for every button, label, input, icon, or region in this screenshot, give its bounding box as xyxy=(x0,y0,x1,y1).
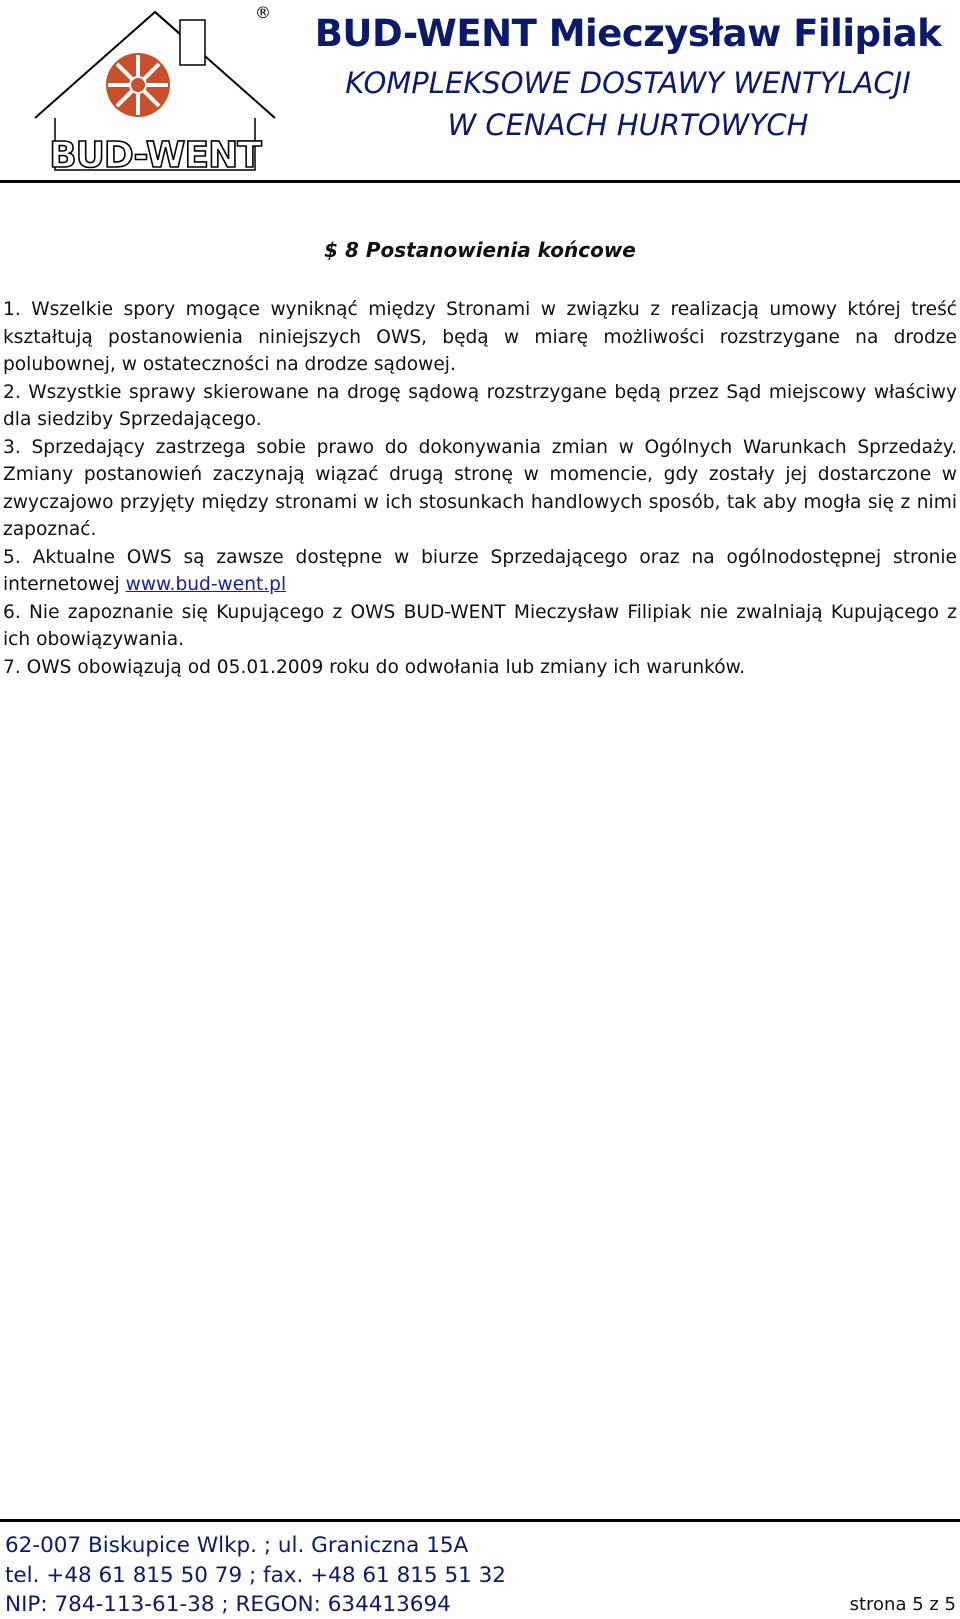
footer-ids: NIP: 784-113-61-38 ; REGON: 634413694 xyxy=(5,1592,451,1617)
fan-wheel-icon xyxy=(106,53,170,117)
tagline-line-1: KOMPLEKSOWE DOSTAWY WENTYLACJI xyxy=(345,66,911,100)
paragraph-3: 3. Sprzedający zastrzega sobie prawo do dokonywania zmian w Ogólnych Warunkach Sprzedaży. Zmiany postanowień zaczynają wiązać drugą stronę w momencie, gdy zostały jej dostarczone w zwyczajowo przyjęty między stronami w ich stosunkach handlowych sposób, tak aby mogła się z nimi zapoznać. xyxy=(3,436,957,540)
svg-text:BUD-WENT: BUD-WENT xyxy=(49,135,261,176)
footer-address: 62-007 Biskupice Wlkp. ; ul. Graniczna 15A xyxy=(5,1533,469,1558)
svg-text:®: ® xyxy=(255,3,271,22)
website-link[interactable]: www.bud-went.pl xyxy=(125,574,287,595)
footer-divider xyxy=(0,1519,960,1522)
footer-phone: tel. +48 61 815 50 79 ; fax. +48 61 815 51 32 xyxy=(5,1563,506,1588)
section-body xyxy=(3,296,957,681)
page-number: strona 5 z 5 xyxy=(849,1594,956,1615)
tagline-line-2: W CENACH HURTOWYCH xyxy=(447,108,809,142)
section-title: $ 8 Postanowienia końcowe xyxy=(324,238,636,262)
header-divider xyxy=(0,180,960,183)
company-name: BUD-WENT Mieczysław Filipiak xyxy=(314,12,942,55)
paragraph-1: 1. Wszelkie spory mogące wyniknąć między Stronami w związku z realizacją umowy której treść kształtują postanowienia niniejszych OWS, będą w miarę możliwości rozstrzygane na drodze polubownej, w ostateczności na drodze sądowej. xyxy=(3,299,957,375)
paragraph-7: 7. OWS obowiązują od 05.01.2009 roku do odwołania lub zmiany ich warunków. xyxy=(3,656,746,678)
paragraph-5 xyxy=(3,544,957,599)
bud-went-logo xyxy=(30,0,280,180)
paragraph-2: 2. Wszystkie sprawy skierowane na drogę sądową rozstrzygane będą przez Sąd miejscowy właściwy dla siedziby Sprzedającego. xyxy=(3,381,957,430)
paragraph-6: 6. Nie zapoznanie się Kupującego z OWS BUD-WENT Mieczysław Filipiak nie zwalniają Kupującego z ich obowiązywania. xyxy=(3,601,957,650)
paragraph-5-text: 5. Aktualne OWS są zawsze dostępne w biurze Sprzedającego oraz na ogólnodostępnej stronie internetowej xyxy=(3,546,957,595)
page-header xyxy=(0,0,960,185)
